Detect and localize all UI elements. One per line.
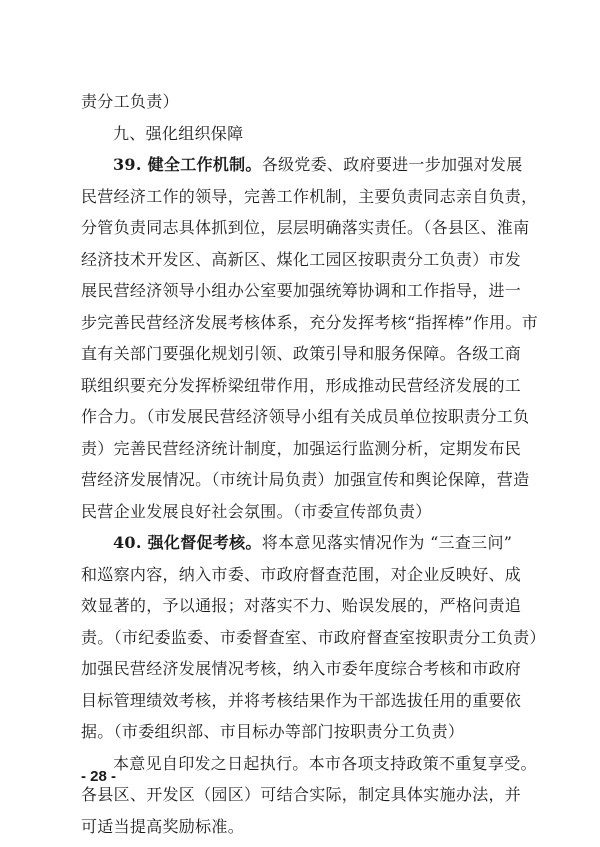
- text-line: 本意见自印发之日起执行。本市各项支持政策不重复享受。: [113, 753, 537, 773]
- text-line: 各县区、开发区（园区）可结合实际，制定具体实施办法，并: [81, 785, 522, 804]
- item-label: 39. 健全工作机制。: [113, 155, 262, 174]
- text-line: 和巡察内容，纳入市委、市政府督查范围，对企业反映好、成: [81, 564, 522, 584]
- text-line: 民营企业发展良好社会氛围。（市委宣传部负责）: [81, 501, 432, 521]
- text-line: 展民营经济领导小组办公室要加强统筹协调和工作指导，进一: [81, 281, 522, 300]
- section-heading: 九、强化组织保障: [113, 123, 244, 143]
- text-line: 直有关部门要强化规划引领、政策引导和服务保障。各级工商: [81, 344, 522, 363]
- item-text: 各级党委、政府要进一步加强对发展: [261, 155, 523, 174]
- text-line: 作合力。（市发展民营经济领导小组有关成员单位按职责分工负: [81, 407, 530, 426]
- page-number: - 28 -: [81, 768, 117, 785]
- text-line: 责分工负责）: [81, 92, 179, 111]
- text-line: 责。（市纪委监委、市委督查室、市政府督查室按职责分工负责）: [81, 627, 546, 647]
- text-line: 步完善民营经济发展考核体系，充分发挥考核“指挥棒”作用。市: [81, 312, 539, 332]
- text-line: 分管负责同志具体抓到位，层层明确落实责任。（各县区、淮南: [81, 218, 530, 237]
- text-line: 经济技术开发区、高新区、煤化工园区按职责分工负责）市发: [81, 249, 522, 269]
- document-body: [81, 86, 546, 842]
- numbered-paragraph-start: [81, 149, 523, 181]
- text-line: 效显著的，予以通报；对落实不力、贻误发展的，严格问责追: [81, 596, 522, 615]
- text-line: 目标管理绩效考核，并将考核结果作为干部选拔任用的重要依: [81, 690, 522, 710]
- text-line: 民营经济工作的领导，完善工作机制，主要负责同志亲自负责，: [81, 186, 538, 206]
- numbered-paragraph-start: [81, 527, 519, 559]
- text-line: 可适当提高奖励标准。: [81, 816, 245, 836]
- item-label: 40. 强化督促考核。: [113, 533, 262, 552]
- text-line: 据。（市委组织部、市目标办等部门按职责分工负责）: [81, 722, 465, 741]
- item-text: 将本意见落实情况作为 “三查三问”: [261, 533, 513, 552]
- text-line: 责）完善民营经济统计制度，加强运行监测分析，定期发布民: [81, 438, 522, 458]
- text-line: 联组织要充分发挥桥梁纽带作用，形成推动民营经济发展的工: [81, 375, 522, 395]
- text-line: 营经济发展情况。（市统计局负责）加强宣传和舆论保障，营造: [81, 470, 530, 489]
- text-line: 加强民营经济发展情况考核，纳入市委年度综合考核和市政府: [81, 659, 522, 678]
